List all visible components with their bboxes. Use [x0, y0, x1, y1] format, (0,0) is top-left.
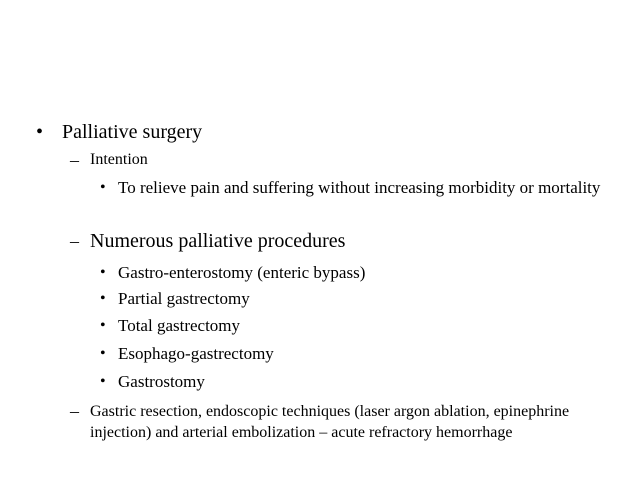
- subsubbullet-relieve-pain: [100, 177, 618, 199]
- bullet-marker: •: [100, 179, 106, 196]
- bullet-marker: •: [100, 264, 106, 281]
- subbullet-intention: [70, 150, 148, 170]
- procedure-item: [100, 288, 250, 310]
- dash-marker: –: [70, 401, 79, 421]
- bullet-text: Partial gastrectomy: [118, 289, 250, 308]
- bullet-marker: •: [100, 290, 106, 307]
- bullet-palliative-surgery: [36, 120, 202, 144]
- bullet-text: Gastric resection, endoscopic techniques (laser argon ablation, epinephrine injection) and arterial embolization – acute refractory hemorrhage: [90, 403, 570, 441]
- bullet-text: Esophago-gastrectomy: [118, 344, 274, 363]
- bullet-marker: •: [100, 373, 106, 390]
- bullet-text: Gastrostomy: [118, 372, 205, 391]
- subbullet-gastric-resection: [70, 401, 590, 443]
- bullet-text: Gastro-enterostomy (enteric bypass): [118, 263, 366, 282]
- dash-marker: –: [70, 231, 79, 251]
- dash-marker: –: [70, 150, 79, 170]
- bullet-text: To relieve pain and suffering without increasing morbidity or mortality: [118, 178, 601, 197]
- subbullet-numerous-procedures: [70, 229, 345, 253]
- bullet-marker: •: [100, 317, 106, 334]
- bullet-text: Numerous palliative procedures: [90, 230, 346, 252]
- bullet-text: Total gastrectomy: [118, 316, 241, 335]
- bullet-marker: •: [36, 121, 44, 143]
- bullet-text: Palliative surgery: [62, 121, 203, 143]
- procedure-item: [100, 315, 240, 337]
- procedure-item: [100, 371, 205, 393]
- procedure-item: [100, 343, 274, 365]
- procedure-item: [100, 262, 365, 284]
- bullet-text: Intention: [90, 151, 148, 168]
- bullet-marker: •: [100, 345, 106, 362]
